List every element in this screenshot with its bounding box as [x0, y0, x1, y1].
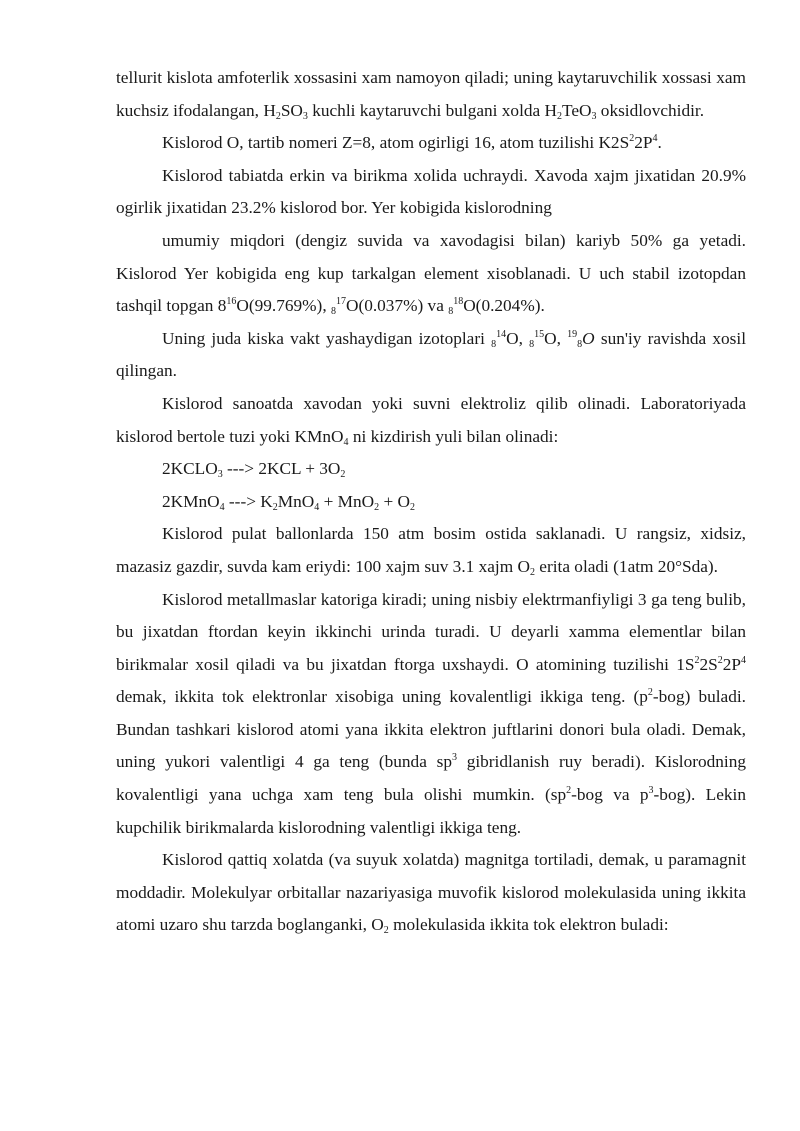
text: Kislorod pulat ballonlarda 150 atm bosim ostida saklanadi. U rangsiz, xidsiz, mazasiz gazdir, suvda kam eriydi: 100 xajm suv 3.1 xajm O — [116, 524, 746, 576]
subscript: 3 — [591, 110, 597, 122]
subscript: 8 — [529, 338, 535, 350]
text: demak, ikkita tok elektronlar xisobiga uning kovalentligi ikkiga teng. (p — [116, 687, 648, 707]
equation-kmno4 — [116, 486, 746, 519]
superscript: 17 — [335, 296, 346, 308]
superscript: 2 — [566, 785, 572, 797]
paragraph-artificial-isotopes — [116, 323, 746, 388]
subscript: 8 — [491, 338, 497, 350]
text: Kislorod metallmaslar katoriga kiradi; uning nisbiy elektrmanfiyligi 3 ga teng bulib, bu jixatdan ftordan keyin ikkinchi urinda turadi. U deyarli xamma elementlar bilan birikmalar xosil qiladi va bu jixatdan ftorga uxshaydi. O atomining tuzilishi 1S — [116, 589, 746, 674]
text: kuchli kaytaruvchi bulgani xolda H — [307, 100, 557, 120]
subscript: 8 — [577, 338, 583, 350]
text: oksidlovchidir. — [596, 100, 705, 120]
subscript: 2 — [410, 501, 415, 513]
text: 2S — [699, 654, 718, 674]
text: umumiy miqdori (dengiz suvida va xavodagisi bilan) kariyb 50% ga yetadi. Kislorod Yer kobigida eng kup tarkalgan element xisoblanadi. U uch stabil izotopdan tashqil topgan 8 — [116, 230, 746, 316]
subscript: 2 — [340, 469, 346, 481]
text: O, — [544, 328, 568, 348]
superscript: 2 — [717, 654, 723, 666]
text: MnO — [277, 491, 315, 511]
text: -bog). Lekin kupchilik birikmalarda kislorodning valentligi ikkiga teng. — [116, 785, 746, 837]
superscript: 18 — [453, 296, 464, 308]
text: SO — [280, 100, 303, 120]
text: Kislorod O, tartib nomeri Z=8, atom ogirligi 16, atom tuzilishi K2S — [162, 133, 630, 153]
text: + MnO — [319, 491, 375, 511]
subscript: 4 — [343, 436, 349, 448]
italic-symbol: O — [582, 328, 595, 348]
subscript: 3 — [302, 110, 308, 122]
subscript: 2 — [374, 501, 380, 513]
paragraph-production — [116, 388, 746, 453]
text: gibridlanish ruy beradi). Kislorodning kovalentligi yana uchga xam teng bula olishi mumkin. (sp — [116, 752, 746, 805]
text: erita oladi (1atm 20°Sda). — [534, 556, 718, 576]
text: -bog) buladi. Bundan tashkari kislorod atomi yana ikkita elektron juftlarini donori bula oladi. Demak, uning yukori valentligi 4 ga teng (bunda sp — [116, 687, 746, 772]
text: O, — [506, 328, 530, 348]
text: TeO — [561, 100, 592, 120]
subscript: 4 — [219, 501, 225, 513]
text: 2P — [634, 133, 653, 153]
text: -bog va p — [571, 785, 649, 805]
superscript: 2 — [694, 654, 700, 666]
text: Kislorod sanoatda xavodan yoki suvni elektroliz qilib olinadi. Laboratoriyada kislorod bertole tuzi yoki KMnO — [116, 393, 746, 446]
text: O(0.037%) va — [345, 296, 449, 316]
subscript: 8 — [448, 306, 454, 318]
text: ---> K — [224, 491, 273, 511]
superscript: 2 — [629, 133, 635, 145]
subscript: 2 — [529, 566, 535, 578]
paragraph-oxygen-intro — [116, 127, 746, 160]
text: . — [657, 133, 662, 153]
paragraph-oxygen-nature: Kislorod tabiatda erkin va birikma xolida uchraydi. Xavoda xajm jixatidan 20.9% ogirlik jixatidan 23.2% kislorod bor. Yer kobigida kislorodning — [116, 165, 746, 218]
superscript: 4 — [741, 654, 746, 666]
subscript: 8 — [330, 306, 336, 318]
subscript: 2 — [275, 110, 281, 122]
text: molekulasida ikkita tok elektron buladi: — [388, 915, 669, 935]
superscript: 15 — [534, 328, 545, 340]
paragraph-valence — [116, 584, 746, 845]
superscript: 14 — [496, 328, 507, 340]
text: O(0.204%). — [463, 296, 545, 316]
text: Uning juda kiska vakt yashaydigan izotoplari — [162, 328, 492, 348]
paragraph-oxygen-isotopes — [116, 225, 746, 323]
subscript: 2 — [383, 925, 389, 937]
paragraph-tellurite — [116, 62, 746, 127]
subscript: 4 — [314, 501, 320, 513]
text: + O — [379, 491, 410, 511]
text: sun'iy ravishda xosil qilingan. — [116, 328, 747, 381]
text: 2KCLO — [162, 459, 218, 479]
superscript: 3 — [451, 752, 457, 764]
text: ---> 2KCL + 3O — [222, 459, 341, 479]
superscript: 2 — [647, 687, 653, 699]
superscript: 4 — [652, 133, 658, 145]
text: 2P — [722, 654, 741, 674]
superscript: 16 — [226, 296, 237, 308]
text: ni kizdirish yuli bilan olinadi: — [348, 426, 559, 446]
text: Kislorod qattiq xolatda (va suyuk xolatda) magnitga tortiladi, demak, u paramagnit moddadir. Molekulyar orbitallar nazariyasiga muvofik kislorod molekulasida uning ikkita atomi uzaro shu tarzda boglanganki, O — [116, 850, 746, 935]
superscript: 19 — [567, 328, 578, 340]
subscript: 3 — [217, 469, 223, 481]
paragraph-storage — [116, 518, 746, 583]
text: tellurit kislota amfoterlik xossasini xam namoyon qiladi; uning kaytaruvchilik xossasi xam kuchsiz ifodalangan, H — [116, 68, 746, 120]
document-page — [116, 62, 746, 942]
subscript: 2 — [272, 501, 278, 513]
text: 2KMnO — [162, 491, 220, 511]
subscript: 2 — [556, 110, 562, 122]
equation-kclo3 — [116, 453, 746, 486]
paragraph-paramagnetism — [116, 844, 746, 942]
superscript: 3 — [648, 785, 654, 797]
text: O(99.769%), — [236, 296, 331, 316]
